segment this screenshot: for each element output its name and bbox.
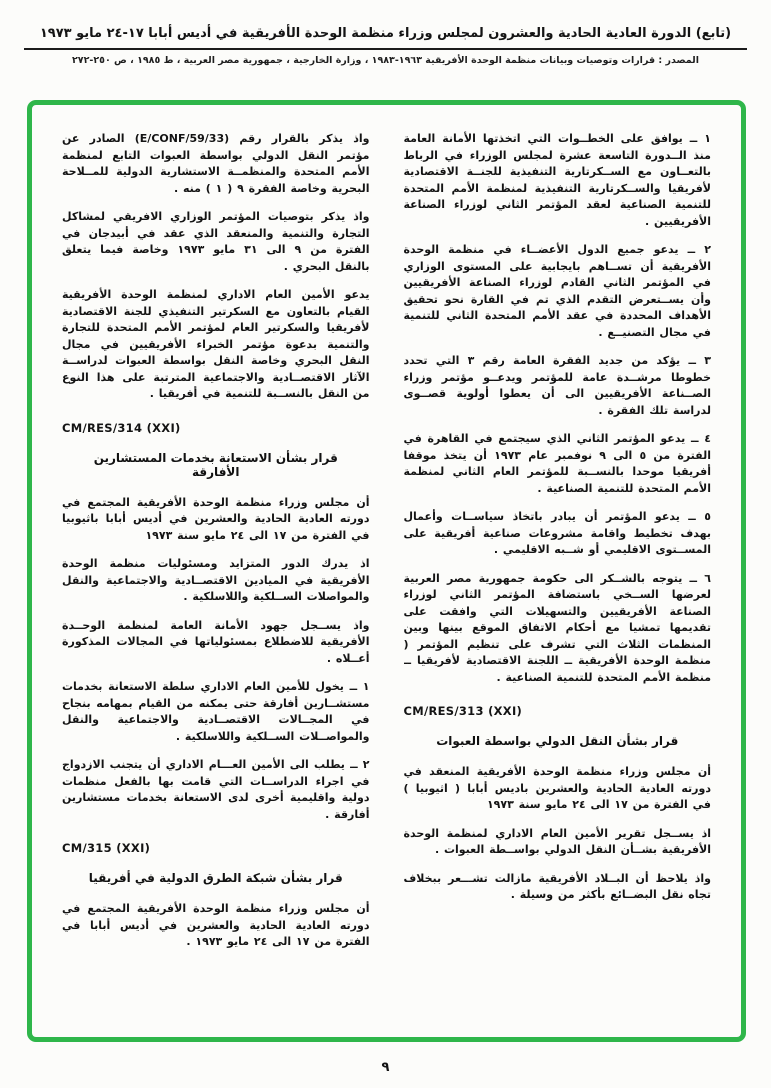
- preamble-paragraph: أن مجلس وزراء منظمة الوحدة الأفريقية المجتمع في دورته العادية الحادية والعشرين في أديس أبابا في الفترة من ١٧ الى ٢٤ مايو ١٩٧٣ .: [62, 902, 370, 948]
- numbered-clause-3: ٣ ــ يؤكد من جديد الفقرة العامة رقم ٣ التي تحدد خطوطا مرشــدة عامة للمؤتمر ويدعــو مؤتمر وزراء الصــناعة الأفريقيين الى أن يعطوا أولوية قصــوى لدراسة تلك الفقرة .: [403, 354, 711, 417]
- resolution-title-african-consultants: قرار بشأن الاستعانة بخدمات المستشارين الأفارقة: [93, 450, 338, 479]
- preamble-paragraph: اذ يســجل تقرير الأمين العام الاداري لمنظمة الوحدة الأفريقية بشــأن النقل الدولي بواســطة العبوات .: [403, 826, 711, 856]
- two-column-layout: [62, 131, 711, 1019]
- numbered-clause-4: ٤ ــ يدعو المؤتمر الثاني الذي سيجتمع في القاهرة في الفترة من ٥ الى ٩ نوفمبر عام ١٩٧٣ أن يتخذ موقفا أفريقيا موحدا بالنســبة للمؤتمر العام الثاني لمنظمة الأمم المتحدة للتنمية الصناعية .: [403, 432, 711, 495]
- preamble-paragraph: أن مجلس وزراء منظمة الوحدة الأفريقية المجتمع في دورته العادية الحادية والعشرين في أديس أبابا باثيوبيا في الفترة من ١٧ الى ٢٤ مايو سنة ١٩٧٣: [62, 495, 370, 542]
- numbered-clause-1: ١ ــ يوافق على الخطــوات التي اتخذتها الأمانة العامة منذ الــدورة التاسعة عشرة لمجلس الوزراء في الرباط بالتعــاون مع الســكرتارية التنفيذية للجنــة الاقتصادية لأفريقيا والســكرتارية التنفيذية لمنظمة الأمم المتحدة للتنمية الصناعية لعقد المؤتمر الثاني لوزراء الصناعة الأفريقيين .: [403, 132, 711, 228]
- left-column: [62, 131, 370, 1019]
- session-title: (تابع) الدورة العادية الحادية والعشرون لمجلس وزراء منظمة الوحدة الأفريقية في أديس أبابا ١٧-٢٤ مايو ١٩٧٣: [39, 26, 732, 41]
- preamble-paragraph: أن مجلس وزراء منظمة الوحدة الأفريقية المنعقد في دورته العادية الحادية والعشرين باديس أبابا ( اثيوبيا ) في الفترة من ١٧ الى ٢٤ مايو سنة ١٩٧٣: [403, 765, 711, 811]
- preamble-paragraph: واذ يلاحظ أن البــلاد الأفريقية مازالت تشـــعر ببخلاف تجاه نقل البضــائع بأكثر من وسيلة .: [403, 871, 711, 901]
- numbered-clause-2: ٢ ــ يطلب الى الأمين العـــام الاداري أن يتجنب الازدواج في اجراء الدراســات التي قامت بها بالفعل منظمات دولية واقليمية أخرى لدى الاستعانة بخدمات مستشارين أفارقة .: [62, 758, 370, 821]
- preamble-paragraph: واذ يذكر بتوصيات المؤتمر الوزاري الافريقي لمشاكل التجارة والتنمية والمنعقد الذي عقد في أبيدجان في الفترة من ٩ الى ٣١ مايو ١٩٧٣ وخاصة فيما يتعلق بالنقل البحري .: [62, 210, 370, 273]
- resolution-title-containers-transport: قرار بشأن النقل الدولي بواسطة العبوات: [436, 734, 679, 748]
- resolution-code-cm-res-314: CM/RES/314 (XXI): [62, 420, 181, 435]
- resolution-title-international-roads: قرار بشأن شبكة الطرق الدولية في أفريقيا: [88, 871, 343, 885]
- preamble-paragraph: اذ يدرك الدور المتزايد ومسئوليات منظمة الوحدة الأفريقية في الميادين الاقتصــادية والاجتماعية والنقل والمواصلات الســلكية واللاسلكية .: [62, 557, 370, 603]
- numbered-clause-2: ٢ ــ يدعو جميع الدول الأعضــاء في منظمة الوحدة الأفريقية أن تســاهم بايجابية على المستوى الوزاري في المؤتمر الثاني القادم لوزراء الصناعة الأفريقيين وأن يســتعرض التقدم الذي تم في القارة نحو تحقيق الأهداف المحددة في عقد الأمم المتحدة الثاني للتنمية في مجال التصنيــع .: [403, 243, 711, 339]
- header-divider: [24, 48, 747, 50]
- numbered-clause-6: ٦ ــ يتوجه بالشــكر الى حكومة جمهورية مصر العربية لعرضها الســخي باستضافة المؤتمر الثاني لوزراء الصناعة الأفريقيين والتسهيلات التي وافقت على تقديمها تمشيا مع أحكام الاتفاق الموقع بينها وبين المنظمات الثلاث التي تشرف على تنظيم المؤتمر ( منظمة الوحدة الأفريقية ــ اللجنة الاقتصادية لأفريقيا ــ منظمة الأمم المتحدة للتنمية الصناعية .: [403, 571, 711, 684]
- right-column: [404, 131, 712, 1019]
- source-citation: المصدر : قرارات وتوصيات وبيانات منظمة الوحدة الأفريقية ١٩٦٣-١٩٨٣ ، وزارة الخارجية ، جمهورية مصر العربية ، ط ١٩٨٥ ، ص ٢٥٠-٢٧٢: [71, 55, 699, 66]
- numbered-clause-5: ٥ ــ يدعو المؤتمر أن يبادر باتخاذ سياســات وأعمال بهدف تخطيط واقامة مشروعات صناعية أفريقية على المســتوى الاقليمي أو شــبه الاقليمي .: [403, 510, 711, 556]
- resolution-code-cm-315: CM/315 (XXI): [62, 841, 151, 855]
- page-header: [0, 0, 771, 66]
- numbered-clause-1: ١ ــ يخول للأمين العام الاداري سلطة الاستعانة بخدمات مستشــارين أفارقة حتى يمكنه من القيام بمهامه بنجاح في المجــالات الاقتصــادية والاجتماعية والنقل والمواصــلات الســلكية واللاسلكية .: [62, 680, 370, 743]
- preamble-paragraph: واذ يســجل جهود الأمانة العامة لمنظمة الوحــدة الأفريقية للاضطلاع بمسئولياتها في المجالات المذكورة أعــلاه .: [62, 618, 370, 665]
- resolution-code-cm-res-313: CM/RES/313 (XXI): [403, 704, 523, 718]
- page-number: ٩: [381, 1060, 390, 1075]
- preamble-paragraph: واذ يذكر بالقرار رقم (E/CONF/59/33) الصادر عن مؤتمر النقل الدولي بواسطة العبوات التابع لمنظمة الأمم المتحدة والمنظمــة الاستشارية الدولية للمــلاحة البحرية وخاصة الفقرة ٩ ( ١ ) منه .: [62, 132, 370, 195]
- operative-paragraph: يدعو الأمين العام الاداري لمنظمة الوحدة الأفريقية القيام بالتعاون مع السكرتير التنفيذي للجنة الاقتصادية لأفريقيا والسكرتير العام لمؤتمر الأمم المتحدة للتجارة والتنمية بدعوة مؤتمر الخبراء الأفريقيين في مجال النقل البحري وخاصة النقل بواسطة العبوات لدراســة الآثار الاقتصــادية والاجتماعية المترتبة على هذا النوع من النقل بالنســبة للتنمية في أفريقيا .: [62, 288, 370, 400]
- green-content-frame: [27, 100, 746, 1042]
